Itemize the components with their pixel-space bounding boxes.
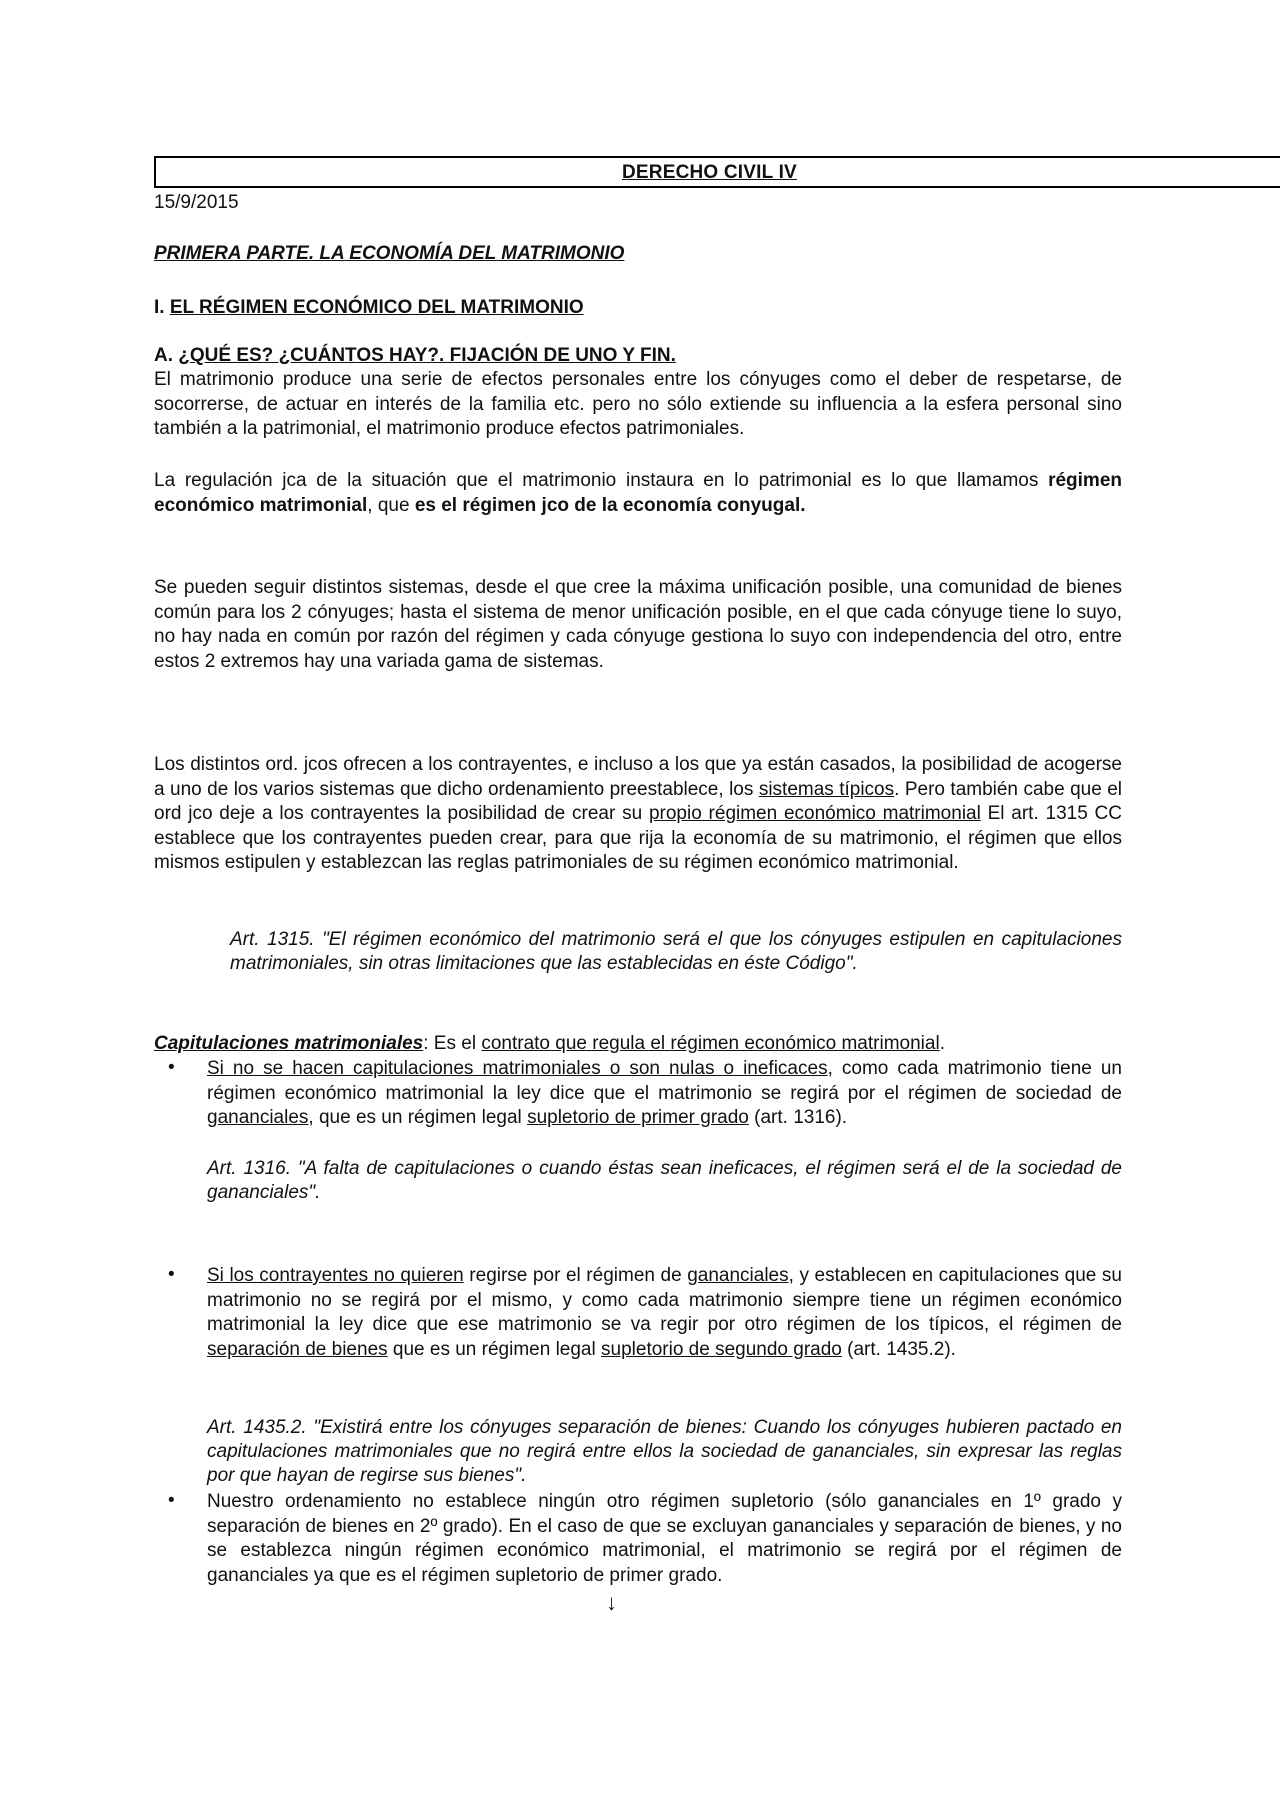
- quote-art-1315: Art. 1315. "El régimen económico del matrimonio será el que los cónyuges estipulen en capitulaciones matrimoniales, sin otras limitaciones que las establecidas en éste Código".: [230, 929, 1122, 974]
- section-title: EL RÉGIMEN ECONÓMICO DEL MATRIMONIO: [169, 297, 584, 318]
- subsection-number: A.: [154, 345, 179, 366]
- b1-text-f: (art. 1316).: [748, 1107, 848, 1128]
- p2-bold-term: régimen económico matrimonial: [154, 470, 1122, 516]
- b2-text-f: que es un régimen legal: [387, 1338, 602, 1360]
- capitulaciones-definition: [154, 1032, 1122, 1057]
- bullet-icon: •: [168, 1264, 175, 1285]
- paragraph-1: El matrimonio produce una serie de efectos personales entre los cónyuges como el deber de respetarse, de socorrerse, de actuar en interés de la familia etc. pero no sólo extiende su influencia a la esfera personal sino también a la patrimonial, el matrimonio produce efectos patrimoniales.: [154, 369, 1122, 439]
- bullet-icon: •: [168, 1057, 175, 1078]
- b1-underline-a: Si no se hacen capitulaciones matrimoniales o son nulas o ineficaces: [207, 1058, 828, 1079]
- arrow-down-icon: ↓: [606, 1590, 617, 1615]
- b2-underline-gananciales: gananciales: [687, 1265, 789, 1286]
- b1-text-b: , como cada matrimonio tiene un régimen económico matrimonial la ley dice que el matrimonio se regirá por el régimen de sociedad de: [207, 1058, 1123, 1104]
- document-title: DERECHO CIVIL IV: [622, 162, 797, 183]
- subsection-heading: [154, 345, 676, 367]
- cap-definition: contrato que regula el régimen económico matrimonial: [481, 1033, 940, 1054]
- b2-text-d: , y establecen en capitulaciones que su matrimonio no se regirá por el mismo, y como cada matrimonio siempre tiene un régimen económico matrimonial la ley dice que ese matrimonio se va regir por otro régimen de los típicos, el régimen de: [207, 1265, 1122, 1335]
- paragraph-2: [154, 469, 1122, 518]
- section-heading: [154, 297, 584, 319]
- list-item-1-text: [207, 1057, 1122, 1131]
- b2-underline-a: Si los contrayentes no quieren: [207, 1265, 464, 1286]
- p2-text-c: , que: [367, 494, 415, 516]
- paragraph-4: [154, 753, 1122, 876]
- capitulaciones-term: Capitulaciones matrimoniales: [154, 1033, 424, 1054]
- section-number: I.: [154, 297, 170, 318]
- b2-text-h: (art. 1435.2).: [841, 1338, 956, 1360]
- p4-underline-sistemas: sistemas típicos: [758, 778, 895, 800]
- subsection-title: ¿QUÉ ES? ¿CUÁNTOS HAY?. FIJACIÓN DE UNO Y FIN.: [178, 345, 676, 366]
- b2-underline-supletorio: supletorio de segundo grado: [601, 1338, 842, 1360]
- quote-art-1316: Art. 1316. "A falta de capitulaciones o cuando éstas sean ineficaces, el régimen será el de la sociedad de gananciales".: [207, 1158, 1122, 1203]
- part-heading: PRIMERA PARTE. LA ECONOMÍA DEL MATRIMONIO: [154, 243, 625, 264]
- b2-underline-separacion: separación de bienes: [207, 1338, 388, 1360]
- p4-text-c: . Pero también cabe que el ord jco deje a los contrayentes la posibilidad de crear su: [154, 778, 1123, 824]
- p4-text-a: Los distintos ord. jcos ofrecen a los contrayentes, e incluso a los que ya están casados, la posibilidad de acogerse a uno de los varios sistemas que dicho ordenamiento preestablece, los: [154, 754, 1122, 800]
- bullet-icon: •: [168, 1490, 175, 1511]
- list-item-2-text: [207, 1264, 1122, 1362]
- p2-text-a: La regulación jca de la situación que el matrimonio instaura en lo patrimonial es lo que llamamos: [154, 470, 1049, 491]
- b2-text-b: regirse por el régimen de: [463, 1265, 688, 1286]
- p4-underline-propio: propio régimen económico matrimonial: [648, 803, 981, 824]
- b1-underline-gananciales: gananciales: [207, 1107, 309, 1128]
- document-date: 15/9/2015: [154, 192, 239, 213]
- cap-sep: : Es el: [423, 1033, 482, 1054]
- paragraph-3: Se pueden seguir distintos sistemas, desde el que cree la máxima unificación posible, una comunidad de bienes común para los 2 cónyuges; hasta el sistema de menor unificación posible, en el que cada cónyuge tiene lo suyo, no hay nada en común por razón del régimen y cada cónyuge gestiona lo suyo con independencia del otro, entre estos 2 extremos hay una variada gama de sistemas.: [154, 577, 1122, 672]
- b1-underline-supletorio: supletorio de primer grado: [527, 1107, 749, 1128]
- quote-art-1435-2: Art. 1435.2. "Existirá entre los cónyuges separación de bienes: Cuando los cónyuges hubieren pactado en capitulaciones matrimoniales que no regirá entre ellos la sociedad de gananciales, sin expresar las reglas por que hayan de regirse sus bienes".: [207, 1417, 1122, 1486]
- p2-bold-definition: es el régimen jco de la economía conyugal.: [414, 494, 806, 516]
- list-item-3-text: Nuestro ordenamiento no establece ningún otro régimen supletorio (sólo gananciales en 1º grado y separación de bienes en 2º grado). En el caso de que se excluyan gananciales y separación de bienes, y no se establezca ningún régimen económico matrimonial, el matrimonio se regirá por el régimen de gananciales ya que es el régimen supletorio de primer grado.: [207, 1491, 1122, 1586]
- p4-text-e: El art. 1315 CC establece que los contrayentes pueden crear, para que rija la economía de su matrimonio, el régimen que ellos mismos estipulen y establezcan las reglas patrimoniales de su régimen económico matrimonial.: [154, 803, 1122, 873]
- cap-end: .: [939, 1033, 945, 1054]
- b1-text-d: , que es un régimen legal: [308, 1107, 528, 1128]
